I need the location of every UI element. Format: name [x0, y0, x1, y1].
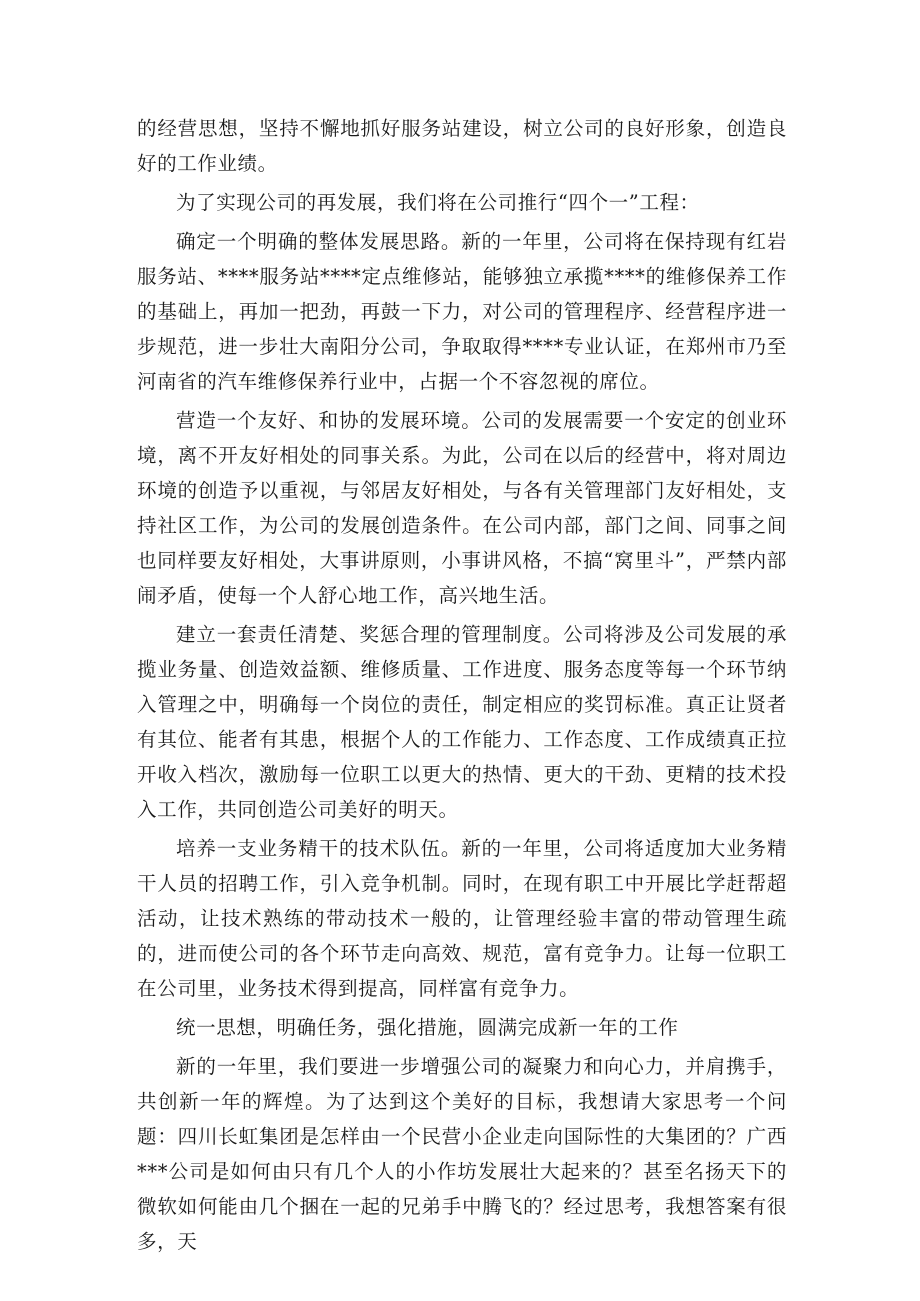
- paragraph-management-system: 建立一套责任清楚、奖惩合理的管理制度。公司将涉及公司发展的承揽业务量、创造效益额、维修质量、工作进度、服务态度等每一个环节纳入管理之中，明确每一个岗位的责任，制定相应的奖罚标准。真正让贤者有其位、能者有其患，根据个人的工作能力、工作态度、工作成绩真正拉开收入档次，激励每一位职工以更大的热情、更大的干劲、更精的技术投入工作，共同创造公司美好的明天。: [137, 623, 787, 821]
- paragraph-development-idea: 确定一个明确的整体发展思路。新的一年里，公司将在保持现有红岩服务站、****服务站****定点维修站，能够独立承揽****的维修保养工作的基础上，再加一把劲，再鼓一下力，对公司的管理程序、经营程序进一步规范，进一步壮大南阳分公司，争取取得****专业认证，在郑州市乃至河南省的汽车维修保养行业中，占据一个不容忽视的席位。: [137, 230, 787, 393]
- paragraph-intro-four-ones: 为了实现公司的再发展，我们将在公司推行“四个一”工程：: [176, 191, 700, 214]
- paragraph-section-heading: 统一思想，明确任务，强化措施，圆满完成新一年的工作: [176, 1016, 679, 1039]
- paragraph-environment: 营造一个友好、和协的发展环境。公司的发展需要一个安定的创业环境，离不开友好相处的同事关系。为此，公司在以后的经营中，将对周边环境的创造予以重视，与邻居友好相处，与各有关管理部门友好相处，支持社区工作，为公司的发展创造条件。在公司内部，部门之间、同事之间也同样要友好相处，大事讲原则，小事讲风格，不搞“窝里斗”，严禁内部闹矛盾，使每一个人舒心地工作，高兴地生活。: [137, 409, 787, 607]
- paragraph-technical-team: 培养一支业务精干的技术队伍。新的一年里，公司将适度加大业务精干人员的招聘工作，引入竞争机制。同时，在现有职工中开展比学赶帮超活动，让技术熟练的带动技术一般的，让管理经验丰富的带动管理生疏的，进而使公司的各个环节走向高效、规范，富有竞争力。让每一位职工在公司里，业务技术得到提高，同样富有竞争力。: [137, 837, 787, 1000]
- paragraph-new-year: 新的一年里，我们要进一步增强公司的凝聚力和向心力，并肩携手，共创新一年的辉煌。为了达到这个美好的目标，我想请大家思考一个问题：四川长虹集团是怎样由一个民营小企业走向国际性的大集团的？广西***公司是如何由只有几个人的小作坊发展壮大起来的？甚至名扬天下的微软如何能由几个捆在一起的兄弟手中腾飞的？经过思考，我想答案有很多，天: [137, 1055, 787, 1253]
- paragraph-continuation: 的经营思想，坚持不懈地抓好服务站建设，树立公司的良好形象，创造良好的工作业绩。: [137, 117, 787, 175]
- document-body: [137, 111, 787, 1263]
